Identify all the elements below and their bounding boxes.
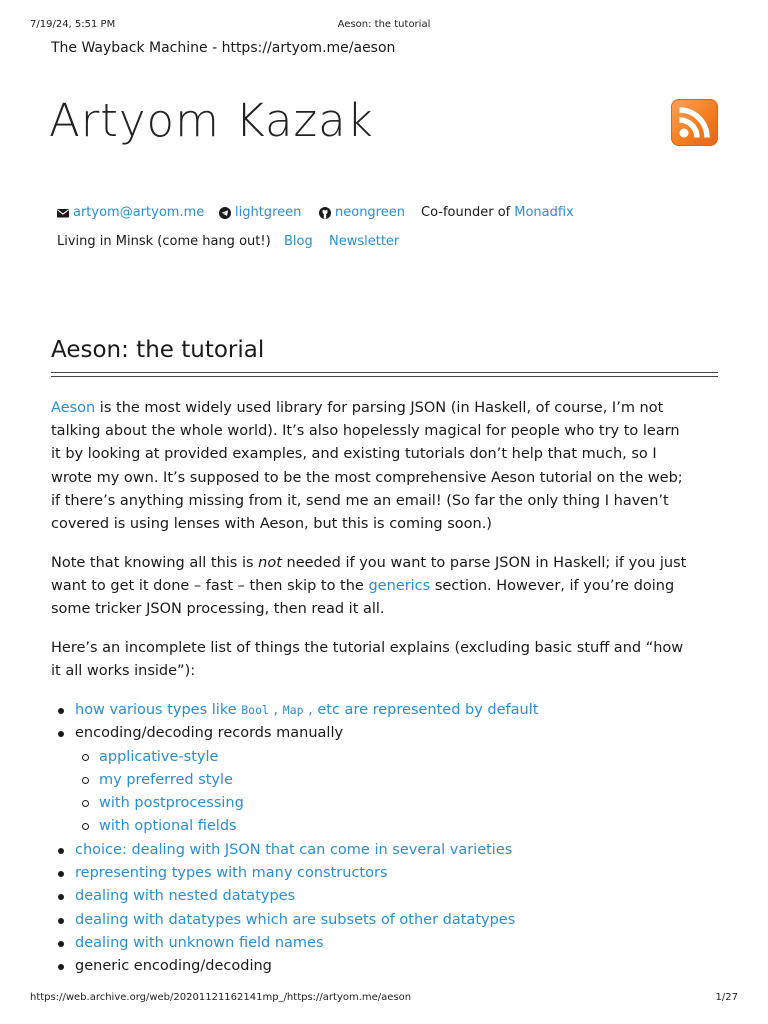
list-item[interactable] [51, 792, 731, 815]
intro-paragraph: Aeson is the most widely used library for parsing JSON (in Haskell, of course, I’m not talking about the whole world). It’s also hopelessly magical for people who try to learn it by looking at provided examples, and existing tutorials don’t help that much, so I wrote my own. It’s supposed to be the most comprehensive Aeson tutorial on the web; if there’s anything missing from it, send me an email! (So far the only thing I haven’t covered is using lenses with Aeson, but this is coming soon.) [51, 400, 683, 533]
title-divider [51, 372, 718, 373]
list-intro-paragraph: Here’s an incomplete list of things the tutorial explains (excluding basic stuff and “how it all works inside”): [51, 640, 684, 680]
toc-link-default-representation[interactable]: how various types like Bool , Map , etc are represented by default [75, 702, 539, 718]
toc-link-preferred-style[interactable]: my preferred style [99, 771, 233, 788]
list-item[interactable] [51, 699, 731, 722]
toc-link-subsets[interactable]: dealing with datatypes which are subsets of other datatypes [75, 911, 516, 928]
toc-text-records-manually: encoding/decoding records manually [75, 725, 344, 742]
envelope-icon [57, 207, 69, 219]
toc-link-many-constructors[interactable]: representing types with many constructors [75, 865, 388, 882]
list-item[interactable] [51, 839, 731, 862]
email-link[interactable]: artyom@artyom.me [73, 205, 205, 220]
telegram-contact[interactable] [219, 205, 301, 220]
print-page-count: 1/27 [715, 992, 738, 1003]
print-footer [30, 992, 738, 1006]
monadfix-link[interactable]: Monadfix [514, 205, 574, 220]
print-datetime: 7/19/24, 5:51 PM [30, 19, 116, 30]
toc-link-applicative-style[interactable]: applicative-style [99, 748, 219, 765]
emphasis-not: not [258, 555, 282, 571]
aeson-link[interactable]: Aeson [51, 400, 96, 416]
tutorial-contents-list [51, 699, 731, 979]
toc-link-unknown-field-names[interactable]: dealing with unknown field names [75, 934, 324, 951]
list-item[interactable] [51, 746, 731, 769]
newsletter-link[interactable]: Newsletter [329, 234, 400, 249]
note-paragraph: Note that knowing all this is not needed if you want to parse JSON in Haskell; if you just want to get it done – fast – then skip to the generics section. However, if you’re doing some tricker JSON processing, then read it all. [51, 555, 687, 618]
wayback-label: The Wayback Machine - https://artyom.me/aeson [51, 40, 396, 56]
print-header [30, 19, 738, 33]
cofounder-text [421, 205, 574, 220]
list-item[interactable] [51, 909, 731, 932]
title-divider-second [51, 376, 718, 377]
list-item[interactable] [51, 815, 731, 838]
list-item[interactable] [51, 862, 731, 885]
rss-feed-icon[interactable] [671, 99, 718, 146]
toc-text-generic: generic encoding/decoding [75, 958, 272, 975]
blog-link[interactable]: Blog [284, 234, 313, 249]
toc-link-postprocessing[interactable]: with postprocessing [99, 795, 244, 812]
print-footer-url: https://web.archive.org/web/20201121162141mp_/https://artyom.me/aeson [30, 992, 412, 1003]
list-item [51, 955, 731, 978]
github-link[interactable]: neongreen [335, 205, 405, 220]
github-contact[interactable] [319, 205, 405, 220]
generics-link[interactable]: generics [368, 578, 431, 595]
toc-link-optional-fields[interactable]: with optional fields [99, 818, 237, 835]
toc-link-choice[interactable]: choice: dealing with JSON that can come in several varieties [75, 841, 513, 858]
toc-link-nested-datatypes[interactable]: dealing with nested datatypes [75, 888, 296, 905]
list-item [51, 722, 731, 745]
email-contact[interactable] [57, 205, 204, 220]
telegram-link[interactable]: lightgreen [235, 205, 302, 220]
github-icon [319, 207, 331, 219]
list-item[interactable] [51, 932, 731, 955]
list-item[interactable] [51, 769, 731, 792]
print-page-title: Aeson: the tutorial [337, 19, 431, 30]
list-item[interactable] [51, 885, 731, 908]
location-text: Living in Minsk (come hang out!) [57, 234, 271, 249]
site-name[interactable]: Artyom Kazak [49, 94, 374, 147]
cofounder-prefix: Co-founder of [421, 205, 511, 220]
article-title: Aeson: the tutorial [51, 337, 265, 363]
telegram-icon [219, 207, 231, 219]
